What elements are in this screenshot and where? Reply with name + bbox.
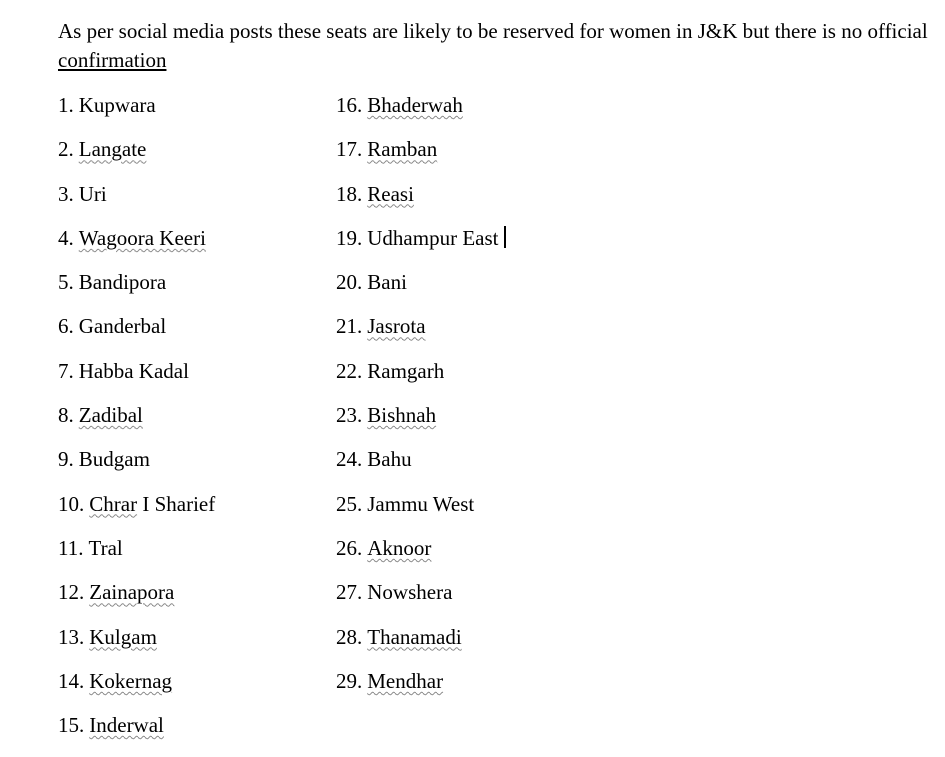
list-item-number: 29. [336,668,363,693]
list-item [336,224,506,268]
list-item-name: Uri [78,181,107,206]
list-item-number: 26. [336,535,363,560]
list-item-name: Budgam [78,447,150,472]
list-item [336,180,506,224]
list-item-number: 12. [58,580,85,605]
list-item-name: Thanamadi [367,624,462,649]
list-item-number: 10. [58,491,85,516]
list-item-number: 11. [58,535,84,560]
list-item [58,578,215,622]
list-item-number: 14. [58,668,85,693]
list-item-number: 1. [58,93,74,117]
list-item-name: Bahu [367,447,412,472]
list-item [336,445,506,489]
list-item [336,268,506,312]
list-item-name: Kupwara [78,93,156,117]
text-cursor [504,226,506,248]
list-item-number: 7. [58,358,74,383]
list-item-name: Ramban [367,137,438,162]
list-item-number: 22. [336,358,363,383]
list-item-name: Mendhar [367,668,444,693]
list-item [58,445,215,489]
intro-paragraph [58,17,938,75]
intro-underlined-word: confirmation [58,48,167,72]
list-item [58,357,215,401]
list-item [336,490,506,534]
list-item [58,534,215,578]
list-item-name: Ganderbal [78,314,167,339]
list-item [58,711,215,755]
list-item-number: 28. [336,624,363,649]
list-item-number: 9. [58,447,74,472]
list-item [336,534,506,578]
list-item [336,667,506,711]
list-item-number: 18. [336,181,363,206]
list-item-number: 2. [58,137,74,162]
list-item-name: Inderwal [89,713,164,738]
document-page[interactable] [58,17,938,738]
list-item-number: 8. [58,403,74,428]
list-item [58,224,215,268]
list-item-name: Zadibal [78,403,143,428]
intro-text: As per social media posts these seats are likely to be reserved for women in J&K but there is no official [58,19,928,43]
list-item-name: Bandipora [78,270,167,295]
list-item-name: Nowshera [367,580,453,605]
seat-list-column-2 [336,91,506,711]
list-item-number: 15. [58,713,85,738]
list-item-name: Kokernag [89,668,173,693]
list-item-name: Aknoor [367,535,432,560]
list-item-number: 5. [58,270,74,295]
list-item [58,401,215,445]
list-item-number: 3. [58,181,74,206]
list-item [58,268,215,312]
list-item-name: Jasrota [367,314,426,339]
list-item-number: 27. [336,580,363,605]
list-item-number: 19. [336,225,363,250]
list-item-number: 21. [336,314,363,339]
list-item-name: Wagoora Keeri [78,225,206,250]
list-item [336,578,506,622]
list-item-name: Bani [367,270,407,295]
list-item-number: 23. [336,403,363,428]
list-item-name: Chrar [89,491,138,516]
list-item-name: Langate [78,137,147,162]
list-item [58,180,215,224]
list-item-name: Udhampur East [367,225,499,250]
list-item [336,135,506,179]
list-item [336,401,506,445]
list-item-number: 20. [336,270,363,295]
list-item [336,357,506,401]
list-item [336,312,506,356]
list-item [58,135,215,179]
list-item [336,623,506,667]
list-item [58,312,215,356]
list-item-name: Kulgam [89,624,157,649]
list-item-name: Bhaderwah [367,93,463,117]
list-item-name: Bishnah [367,403,437,428]
list-item-name: Jammu West [367,491,475,516]
list-item-number: 25. [336,491,363,516]
list-item-name: Reasi [367,181,414,206]
list-item-number: 4. [58,225,74,250]
list-item-name: Tral [88,535,123,560]
list-item-number: 24. [336,447,363,472]
seat-list-column-1 [58,91,215,755]
list-item-name: Habba Kadal [78,358,189,383]
list-item-name: Ramgarh [367,358,445,383]
list-item-number: 6. [58,314,74,339]
list-item [336,91,506,135]
list-item [58,667,215,711]
list-item [58,91,215,135]
list-item [58,623,215,667]
list-item-number: 13. [58,624,85,649]
list-item-number: 17. [336,137,363,162]
list-item-name-suffix: I Sharief [142,491,216,516]
list-item-name: Zainapora [89,580,175,605]
list-item [58,490,215,534]
list-item-number: 16. [336,93,363,117]
